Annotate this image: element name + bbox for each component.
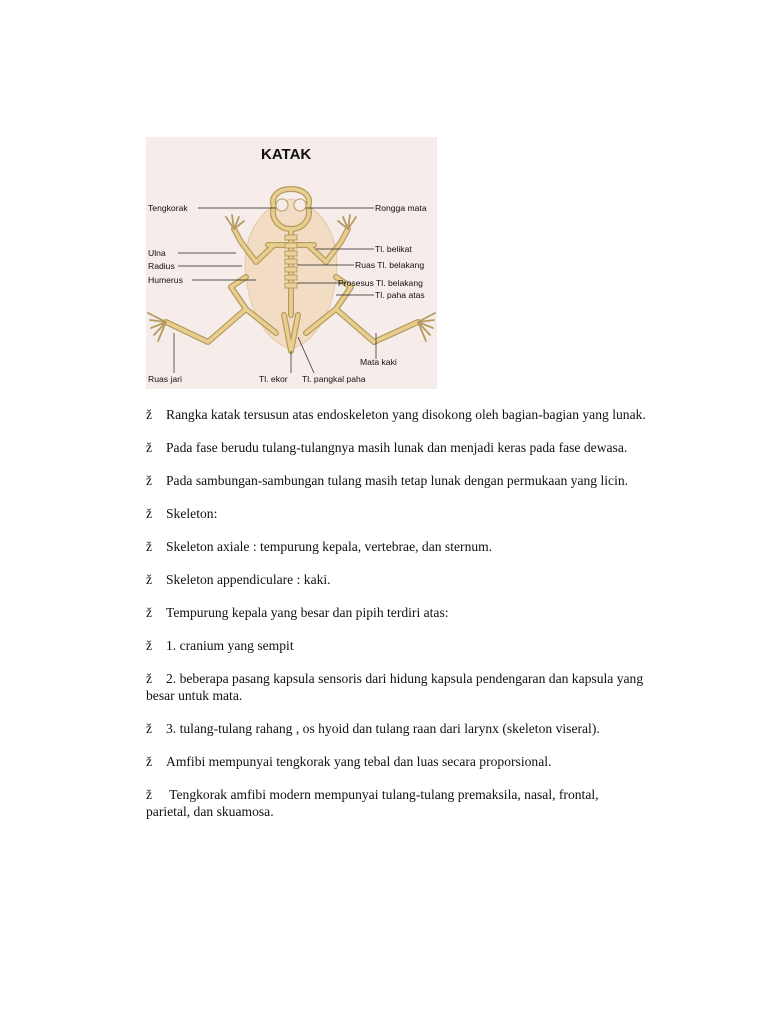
label-ruas-jari: Ruas jari	[148, 374, 182, 384]
vertebrae	[285, 235, 297, 288]
label-rongga-mata: Rongga mata	[375, 203, 427, 213]
frog-skeleton-figure	[146, 137, 437, 389]
paragraph	[146, 538, 646, 555]
eye-socket-right	[294, 199, 306, 211]
paragraph-text: 1. cranium yang sempit	[166, 638, 294, 653]
paragraph-text: Amfibi mempunyai tengkorak yang tebal dan luas secara proporsional.	[166, 754, 552, 769]
bullet: ž	[146, 605, 153, 620]
paragraph-text: Skeleton:	[166, 506, 218, 521]
paragraph	[146, 439, 646, 456]
paragraph	[146, 670, 646, 704]
bullet: ž	[146, 754, 153, 769]
eye-socket-left	[276, 199, 288, 211]
paragraph-text: 2. beberapa pasang kapsula sensoris dari hidung kapsula pendengaran dan kapsula yang besar untuk mata.	[146, 671, 644, 703]
bullet: ž	[146, 638, 153, 653]
bullet: ž	[146, 506, 153, 521]
label-tl-belikat: Tl. belikat	[375, 244, 412, 254]
label-prosesus: Prosesus Tl. belakang	[338, 278, 423, 288]
bullet: ž	[146, 539, 153, 554]
label-humerus: Humerus	[148, 275, 183, 285]
frog-skeleton-diagram	[146, 137, 437, 389]
label-radius: Radius	[148, 261, 175, 271]
label-tl-paha-atas: Tl. paha atas	[375, 290, 425, 300]
paragraph	[146, 753, 646, 770]
paragraph-text: Pada fase berudu tulang-tulangnya masih lunak dan menjadi keras pada fase dewasa.	[166, 440, 628, 455]
paragraph-text: Skeleton appendiculare : kaki.	[166, 572, 331, 587]
bullet: ž	[146, 407, 153, 422]
bullet: ž	[146, 721, 153, 736]
label-ruas-tl-belakang: Ruas Tl. belakang	[355, 260, 425, 270]
paragraph-text: Tempurung kepala yang besar dan pipih terdiri atas:	[166, 605, 449, 620]
paragraph	[146, 406, 646, 423]
label-tengkorak: Tengkorak	[148, 203, 188, 213]
paragraph-text: Skeleton axiale : tempurung kepala, vertebrae, dan sternum.	[166, 539, 493, 554]
paragraph-text: Rangka katak tersusun atas endoskeleton yang disokong oleh bagian-bagian yang lunak.	[166, 407, 646, 422]
label-tl-ekor: Tl. ekor	[259, 374, 288, 384]
paragraph	[146, 786, 646, 820]
label-ulna: Ulna	[148, 248, 166, 258]
figure-title: KATAK	[261, 146, 312, 163]
label-mata-kaki: Mata kaki	[360, 357, 397, 367]
label-tl-pangkal-paha: Tl. pangkal paha	[302, 374, 366, 384]
paragraph	[146, 720, 646, 737]
paragraph	[146, 637, 646, 654]
paragraph	[146, 604, 646, 621]
bullet: ž	[146, 440, 153, 455]
paragraph	[146, 505, 646, 522]
document-body	[146, 406, 646, 836]
bullet: ž	[146, 473, 153, 488]
bullet: ž	[146, 787, 153, 802]
paragraph	[146, 472, 646, 489]
bullet: ž	[146, 671, 153, 686]
paragraph	[146, 571, 646, 588]
paragraph-text: Pada sambungan-sambungan tulang masih tetap lunak dengan permukaan yang licin.	[166, 473, 629, 488]
bullet: ž	[146, 572, 153, 587]
paragraph-text: Tengkorak amfibi modern mempunyai tulang-tulang premaksila, nasal, frontal, parietal, dan skuamosa.	[146, 787, 599, 819]
paragraph-text: 3. tulang-tulang rahang , os hyoid dan tulang raan dari larynx (skeleton viseral).	[166, 721, 600, 736]
